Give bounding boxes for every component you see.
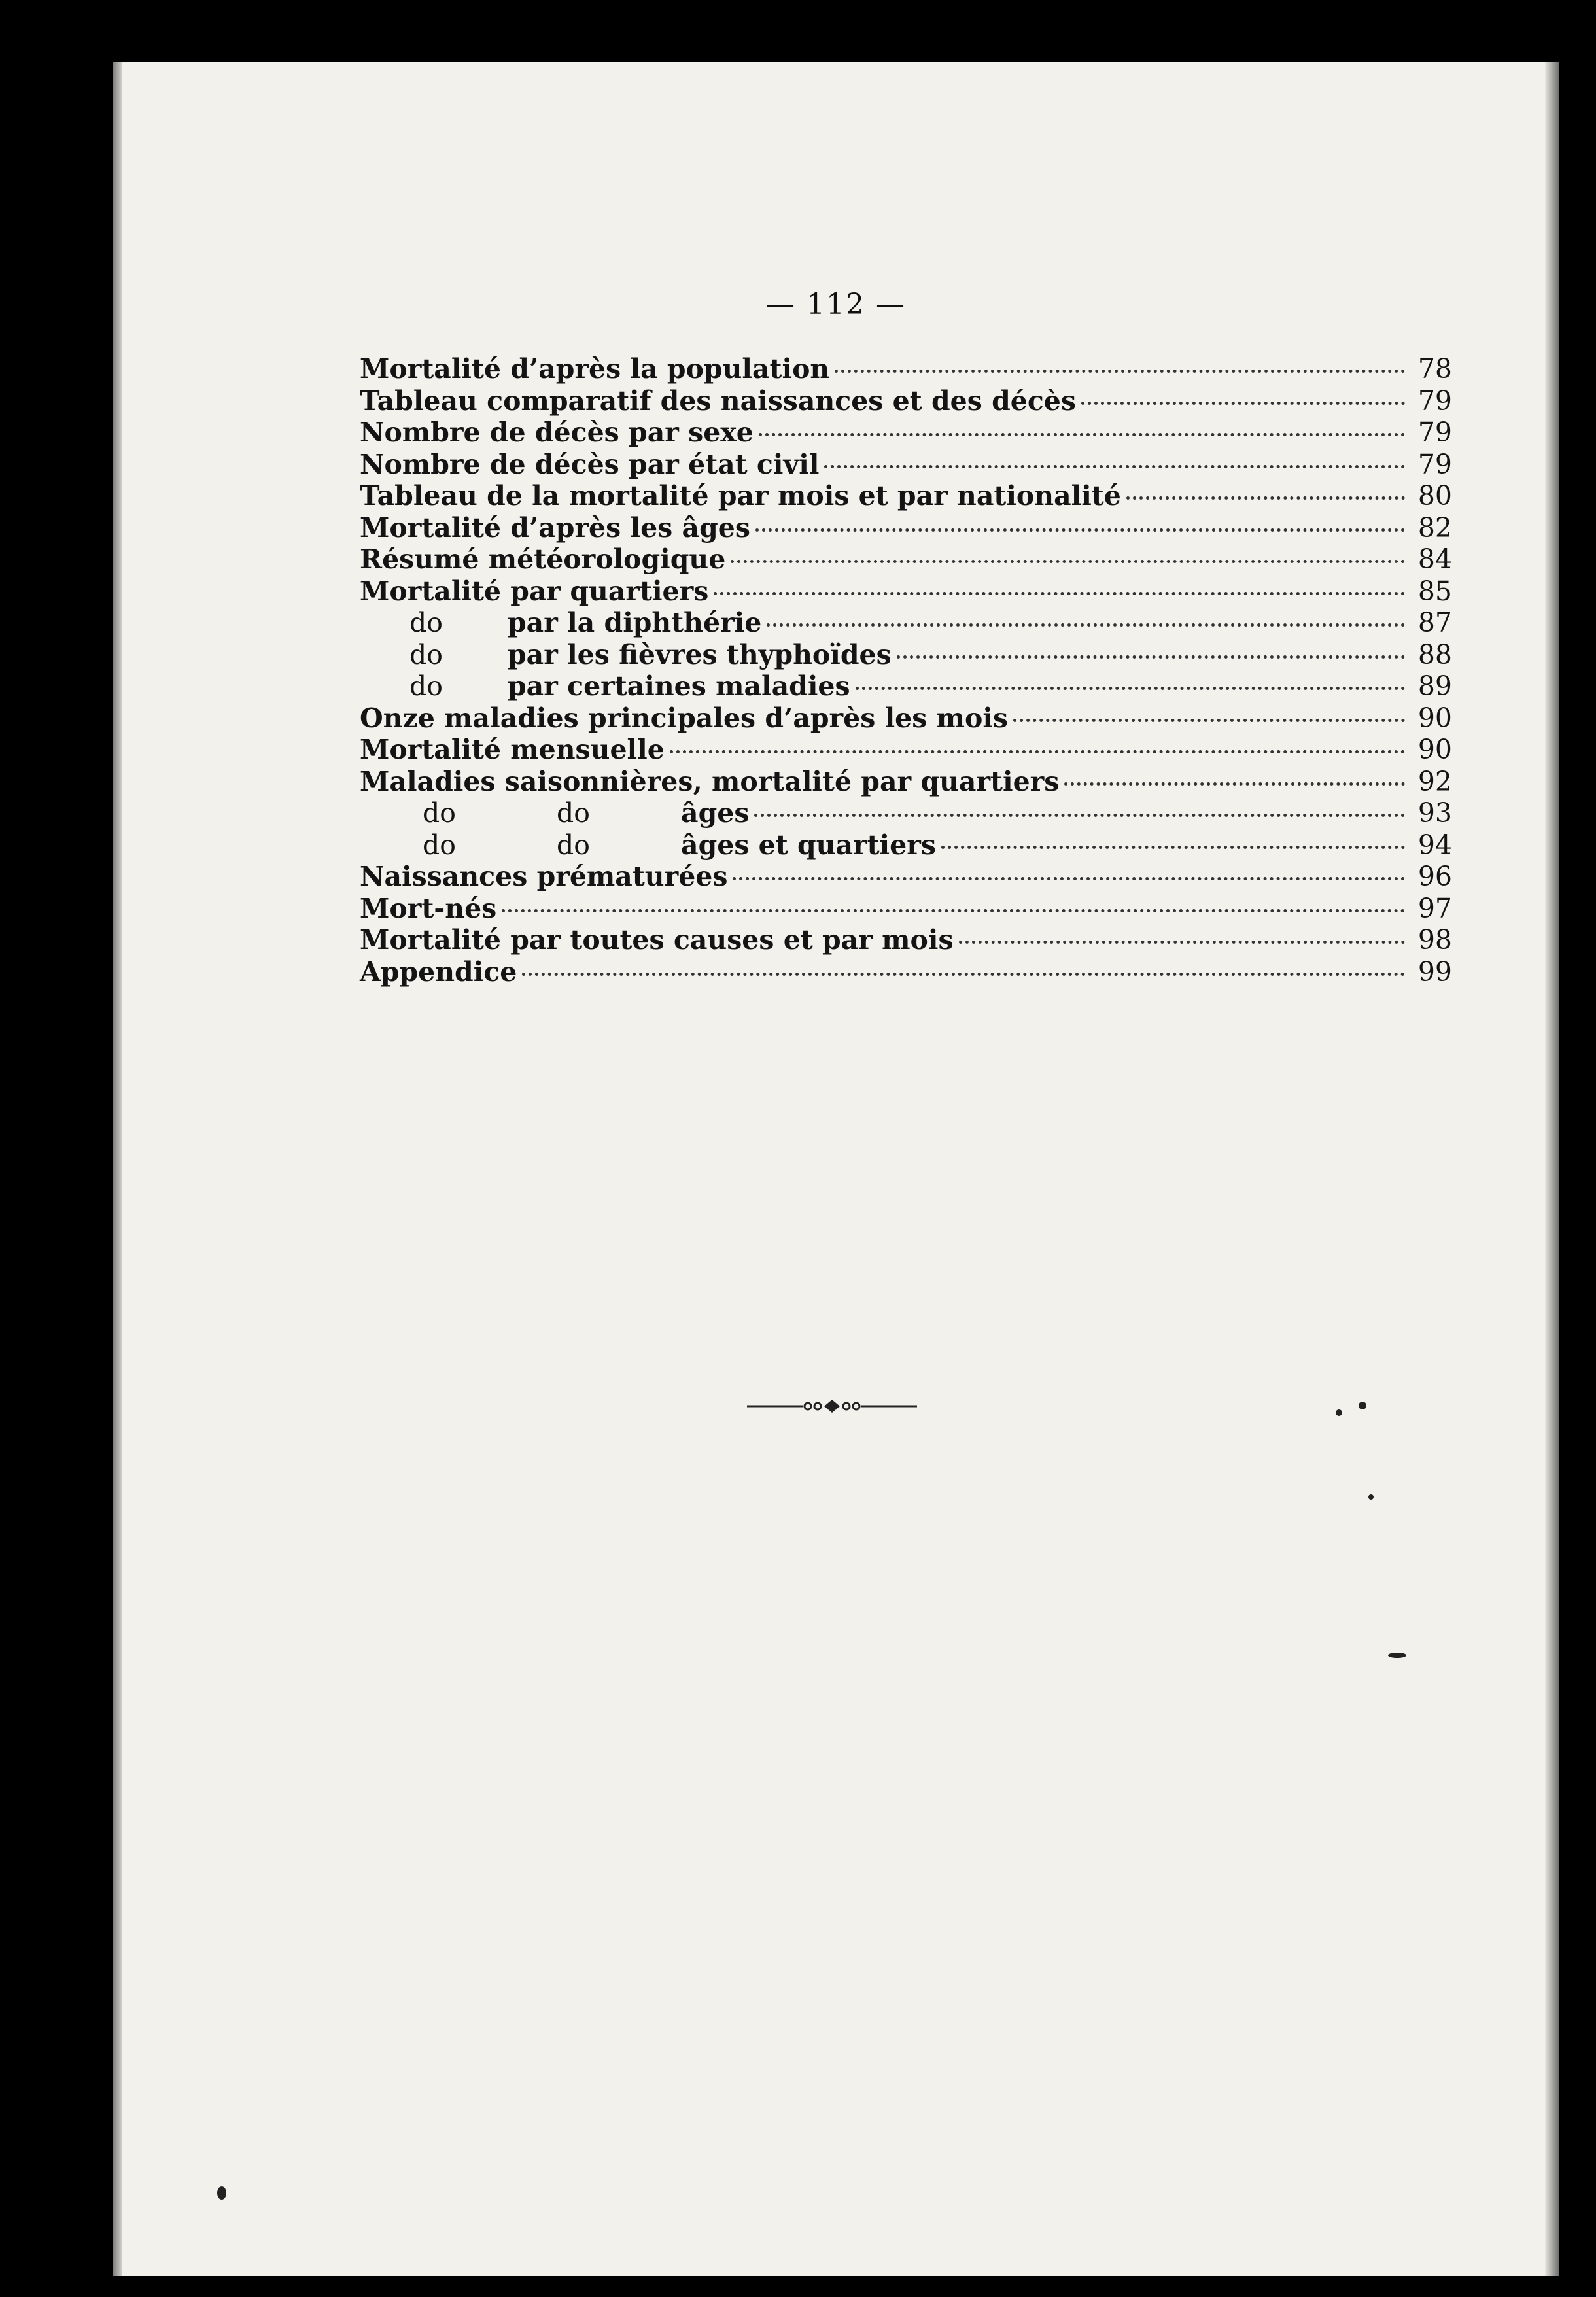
toc-entry bbox=[360, 385, 1452, 417]
toc-entry-page: 82 bbox=[1417, 511, 1452, 544]
toc-entry-label bbox=[360, 544, 725, 575]
dot-leader bbox=[1081, 402, 1405, 405]
toc-entry bbox=[360, 353, 1452, 385]
toc-entry-label-part: Naissances prématurées bbox=[360, 861, 728, 892]
dot-leader bbox=[754, 814, 1405, 817]
toc-entry bbox=[360, 607, 1452, 639]
toc-entry bbox=[360, 893, 1452, 925]
toc-entry-label bbox=[360, 607, 761, 638]
toc-entry-page: 88 bbox=[1417, 638, 1452, 670]
dot-leader bbox=[767, 623, 1405, 627]
toc-entry-page: 90 bbox=[1417, 702, 1452, 734]
toc-entry-label-part: Résumé météorologique bbox=[360, 544, 726, 575]
dot-leader bbox=[733, 877, 1405, 880]
dot-leader bbox=[522, 973, 1405, 976]
toc-entry-label-part: Nombre de décès par sexe bbox=[360, 417, 754, 448]
toc-entry-label bbox=[360, 702, 1008, 734]
toc-entry bbox=[360, 639, 1452, 671]
toc-entry-label bbox=[360, 734, 665, 765]
toc-entry-label bbox=[360, 576, 708, 607]
toc-entry-label-part: Mortalité d’après les âges bbox=[360, 511, 750, 544]
dot-leader bbox=[759, 433, 1405, 436]
dot-leader bbox=[502, 909, 1405, 912]
toc-entry bbox=[360, 702, 1452, 734]
ink-speck bbox=[217, 2186, 226, 2200]
ink-speck bbox=[1359, 1402, 1366, 1409]
toc-entry-label-part: Tableau comparatif des naissances et des décès bbox=[360, 385, 1076, 417]
toc-entry-label-part: Tableau de la mortalité par mois et par nationalité bbox=[360, 480, 1121, 511]
toc-entry bbox=[360, 576, 1452, 608]
dot-leader bbox=[1126, 496, 1405, 500]
toc-entry-label-part: do bbox=[423, 797, 456, 829]
toc-entry-page: 98 bbox=[1417, 924, 1452, 956]
toc-entry bbox=[360, 861, 1452, 893]
toc-entry bbox=[360, 956, 1452, 988]
toc-entry bbox=[360, 449, 1452, 481]
toc-entry-label-part: Appendice bbox=[360, 956, 517, 988]
toc-entry-label-part: do bbox=[423, 829, 456, 861]
toc-entry-page: 97 bbox=[1417, 892, 1452, 924]
dot-leader bbox=[1064, 782, 1405, 786]
toc-entry bbox=[360, 417, 1452, 449]
toc-entry-label-part: do bbox=[409, 607, 443, 638]
toc-entry-label bbox=[360, 512, 750, 544]
dot-leader bbox=[959, 941, 1405, 944]
toc-entry-label-part: par les fièvres thyphoïdes bbox=[508, 638, 892, 670]
ink-speck bbox=[1368, 1494, 1374, 1500]
toc-entry-page: 84 bbox=[1417, 544, 1452, 575]
toc-entry-label bbox=[360, 924, 954, 956]
toc-entry bbox=[360, 734, 1452, 766]
toc-entry-page: 89 bbox=[1417, 670, 1452, 702]
toc-entry-label bbox=[360, 861, 727, 892]
toc-entry-label bbox=[360, 956, 517, 988]
toc-entry-page: 87 bbox=[1417, 607, 1452, 638]
toc-entry-page: 94 bbox=[1417, 829, 1452, 861]
dot-leader bbox=[755, 528, 1405, 532]
toc-entry bbox=[360, 480, 1452, 512]
toc-entry-label-part: par certaines maladies bbox=[508, 670, 850, 702]
toc-entry-page: 80 bbox=[1417, 480, 1452, 511]
toc-entry-page: 99 bbox=[1417, 956, 1452, 988]
toc-entry-page: 79 bbox=[1417, 417, 1452, 448]
toc-entry-label bbox=[360, 353, 829, 385]
toc-entry-label-part: do bbox=[409, 670, 443, 702]
toc-entry-label bbox=[360, 797, 749, 829]
toc-entry-label-part: do bbox=[557, 829, 590, 861]
dot-leader bbox=[714, 592, 1405, 595]
dot-leader bbox=[835, 370, 1405, 373]
dot-leader bbox=[1013, 719, 1405, 722]
page-edge-left bbox=[113, 62, 122, 2276]
toc-entry-label bbox=[360, 670, 850, 702]
toc-entry-label-part: Mort-nés bbox=[360, 892, 497, 924]
toc-entry bbox=[360, 829, 1452, 861]
toc-entry-page: 96 bbox=[1417, 861, 1452, 892]
dot-leader bbox=[731, 560, 1405, 563]
toc-entry-label-part: Mortalité par quartiers bbox=[360, 575, 709, 607]
table-of-contents bbox=[360, 353, 1452, 988]
document-page bbox=[113, 62, 1559, 2276]
toc-entry-label-part: par la diphthérie bbox=[508, 607, 762, 638]
ink-speck bbox=[1336, 1409, 1342, 1416]
dot-leader bbox=[824, 465, 1405, 468]
toc-entry-page: 78 bbox=[1417, 353, 1452, 385]
ornament-divider-icon bbox=[747, 1396, 917, 1416]
toc-entry-label bbox=[360, 417, 754, 448]
toc-entry bbox=[360, 924, 1452, 956]
toc-entry-label-part: Nombre de décès par état civil bbox=[360, 448, 820, 480]
toc-entry-label bbox=[360, 893, 496, 924]
toc-entry-label-part: âges et quartiers bbox=[681, 829, 936, 861]
toc-entry-page: 90 bbox=[1417, 734, 1452, 765]
toc-entry-label-part: Mortalité mensuelle bbox=[360, 734, 665, 765]
toc-entry-label-part: Maladies saisonnières, mortalité par quartiers bbox=[360, 765, 1060, 797]
dot-leader bbox=[941, 846, 1405, 849]
toc-entry bbox=[360, 766, 1452, 798]
toc-entry-page: 92 bbox=[1417, 765, 1452, 797]
toc-entry-label-part: do bbox=[557, 797, 590, 829]
page-number: — 112 — bbox=[766, 288, 906, 321]
toc-entry-label bbox=[360, 829, 936, 861]
toc-entry bbox=[360, 670, 1452, 702]
toc-entry-label bbox=[360, 480, 1121, 511]
page-edge-right bbox=[1545, 62, 1559, 2276]
toc-entry-label-part: âges bbox=[681, 797, 750, 829]
toc-entry-page: 79 bbox=[1417, 448, 1452, 480]
toc-entry bbox=[360, 797, 1452, 829]
toc-entry-label-part: Mortalité par toutes causes et par mois bbox=[360, 924, 954, 956]
ink-speck bbox=[1388, 1653, 1406, 1658]
toc-entry-label-part: Mortalité d’après la population bbox=[360, 353, 830, 385]
toc-entry-label bbox=[360, 385, 1076, 417]
dot-leader bbox=[897, 655, 1405, 659]
toc-entry bbox=[360, 512, 1452, 544]
toc-entry bbox=[360, 544, 1452, 576]
toc-entry-page: 85 bbox=[1417, 575, 1452, 607]
dot-leader bbox=[670, 750, 1405, 753]
toc-entry-page: 79 bbox=[1417, 385, 1452, 417]
toc-entry-label bbox=[360, 449, 819, 480]
toc-entry-label-part: Onze maladies principales d’après les mois bbox=[360, 702, 1009, 734]
toc-entry-label-part: do bbox=[409, 638, 443, 670]
dot-leader bbox=[856, 687, 1405, 690]
toc-entry-label bbox=[360, 766, 1059, 797]
toc-entry-label bbox=[360, 639, 892, 670]
toc-entry-page: 93 bbox=[1417, 797, 1452, 829]
